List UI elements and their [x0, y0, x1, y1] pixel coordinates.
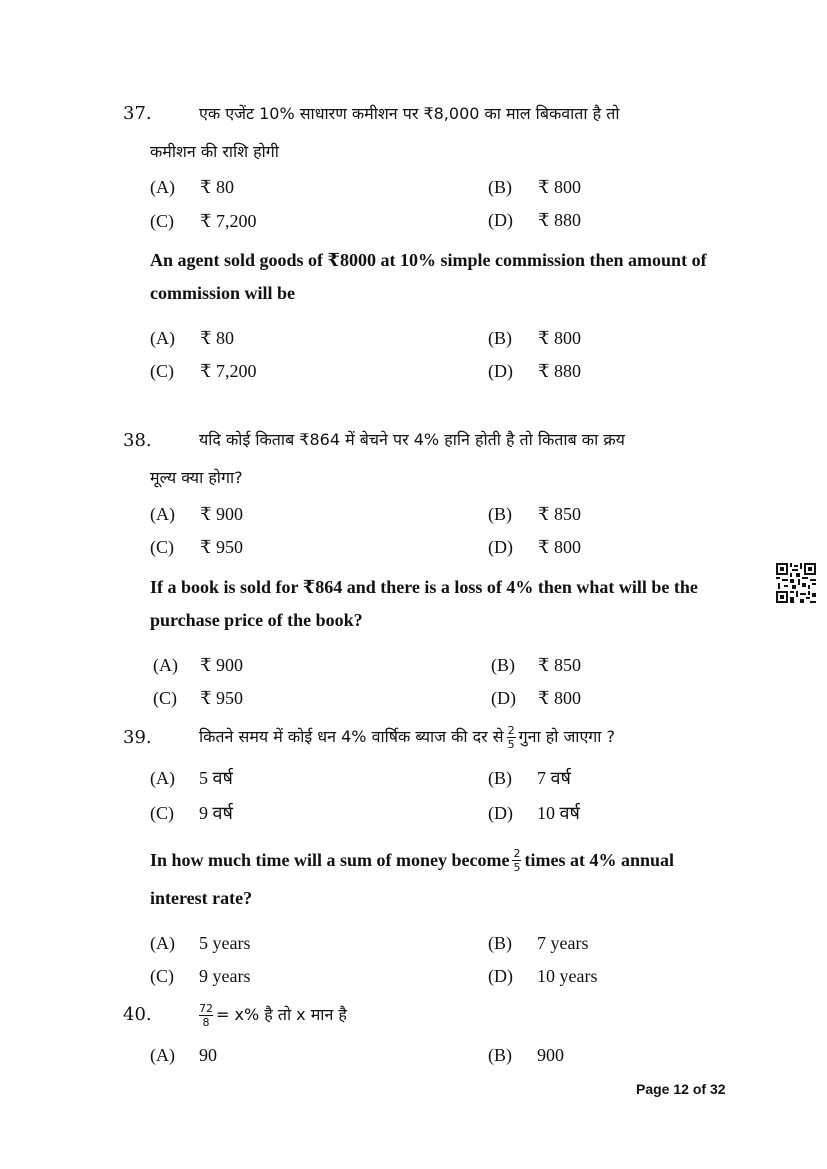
option-label: (D)	[488, 361, 513, 381]
option-value: 7 वर्ष	[537, 768, 571, 788]
option-label: (C)	[150, 803, 174, 823]
option-value: ₹ 950	[200, 688, 243, 708]
option-value: ₹ 900	[200, 655, 243, 675]
option-label: (D)	[488, 966, 513, 986]
option-value: ₹ 800	[538, 688, 581, 708]
fraction	[512, 848, 521, 873]
option-label: (A)	[150, 504, 175, 524]
option-label: (B)	[488, 768, 512, 788]
option-value: ₹ 800	[538, 328, 581, 348]
option-value: ₹ 950	[200, 537, 243, 557]
option-value: ₹ 80	[200, 328, 234, 348]
fraction-numerator: 2	[507, 723, 515, 737]
option-value: 9 years	[199, 966, 251, 986]
option-label: (D)	[488, 537, 513, 557]
option-value: 90	[199, 1045, 217, 1065]
option-label: (A)	[150, 768, 175, 788]
question-text-english: An agent sold goods of ₹8000 at 10% simple commission then amount of	[150, 250, 707, 270]
option-value: 900	[537, 1045, 564, 1065]
fraction-numerator: 72	[199, 1001, 213, 1015]
option-label: (C)	[150, 361, 174, 381]
question-text-english-cont: interest rate?	[150, 888, 253, 908]
question-text-hindi-pre: कितने समय में कोई धन 4% वार्षिक ब्याज की दर से	[199, 727, 504, 746]
option-value: ₹ 880	[538, 361, 581, 381]
option-label: (B)	[488, 328, 512, 348]
option-value: 5 वर्ष	[199, 768, 233, 788]
option-label: (D)	[491, 688, 516, 708]
option-value: ₹ 7,200	[200, 361, 257, 381]
option-value: 10 वर्ष	[537, 803, 580, 823]
question-text-hindi-post: गुना हो जाएगा ?	[518, 727, 616, 746]
option-label: (B)	[491, 655, 515, 675]
option-value: ₹ 7,200	[200, 211, 257, 231]
option-label: (B)	[488, 1045, 512, 1065]
fraction	[507, 725, 516, 750]
option-value: ₹ 850	[538, 655, 581, 675]
question-text-english	[150, 844, 674, 876]
question-text-hindi-cont: कमीशन की राशि होगी	[150, 142, 279, 161]
option-value: 10 years	[537, 966, 598, 986]
fraction-numerator: 2	[513, 846, 521, 860]
question-number: 39.	[123, 727, 152, 748]
option-label: (C)	[150, 966, 174, 986]
question-text-english-cont: purchase price of the book?	[150, 610, 363, 630]
option-value: ₹ 900	[200, 504, 243, 524]
question-text-hindi: एक एजेंट 10% साधारण कमीशन पर ₹8,000 का माल बिकवाता है तो	[199, 104, 620, 123]
option-value: ₹ 800	[538, 177, 581, 197]
question-text-hindi	[199, 998, 347, 1032]
option-value: ₹ 800	[538, 537, 581, 557]
option-label: (B)	[488, 933, 512, 953]
fraction-denominator: 8	[202, 1015, 210, 1029]
question-text-english-cont: commission will be	[150, 283, 296, 303]
option-value: 9 वर्ष	[199, 803, 233, 823]
question-text-english: If a book is sold for ₹864 and there is a loss of 4% then what will be the	[150, 577, 698, 597]
option-value: 5 years	[199, 933, 251, 953]
qr-code-icon	[776, 563, 816, 603]
option-label: (B)	[488, 177, 512, 197]
question-number: 40.	[123, 1004, 152, 1025]
page-word: Page	[636, 1081, 670, 1097]
option-label: (A)	[153, 655, 178, 675]
question-number: 38.	[123, 430, 152, 451]
option-label: (D)	[488, 803, 513, 823]
fraction-denominator: 5	[507, 737, 515, 751]
question-number: 37.	[123, 103, 152, 124]
page-total: 32	[709, 1081, 726, 1097]
option-label: (C)	[153, 688, 177, 708]
fraction-denominator: 5	[513, 860, 521, 874]
question-text-english-pre: In how much time will a sum of money become	[150, 850, 510, 870]
question-text-hindi-cont: मूल्य क्या होगा?	[150, 468, 243, 487]
option-value: 7 years	[537, 933, 589, 953]
option-label: (A)	[150, 1045, 175, 1065]
question-text-hindi: यदि कोई किताब ₹864 में बेचने पर 4% हानि होती है तो किताब का क्रय	[199, 430, 625, 449]
page-footer	[636, 1082, 726, 1096]
option-label: (C)	[150, 211, 174, 231]
option-value: ₹ 80	[200, 177, 234, 197]
option-label: (A)	[150, 328, 175, 348]
question-text-hindi	[199, 722, 615, 752]
option-label: (D)	[488, 210, 513, 230]
question-text-english-post: times at 4% annual	[524, 850, 674, 870]
option-label: (A)	[150, 177, 175, 197]
option-value: ₹ 880	[538, 210, 581, 230]
page-number: 12	[673, 1081, 689, 1097]
equation-text: = x% है तो x मान है	[216, 1005, 347, 1024]
fraction	[199, 1003, 213, 1028]
option-label: (C)	[150, 537, 174, 557]
of-word: of	[692, 1081, 707, 1097]
option-value: ₹ 850	[538, 504, 581, 524]
option-label: (B)	[488, 504, 512, 524]
option-label: (A)	[150, 933, 175, 953]
